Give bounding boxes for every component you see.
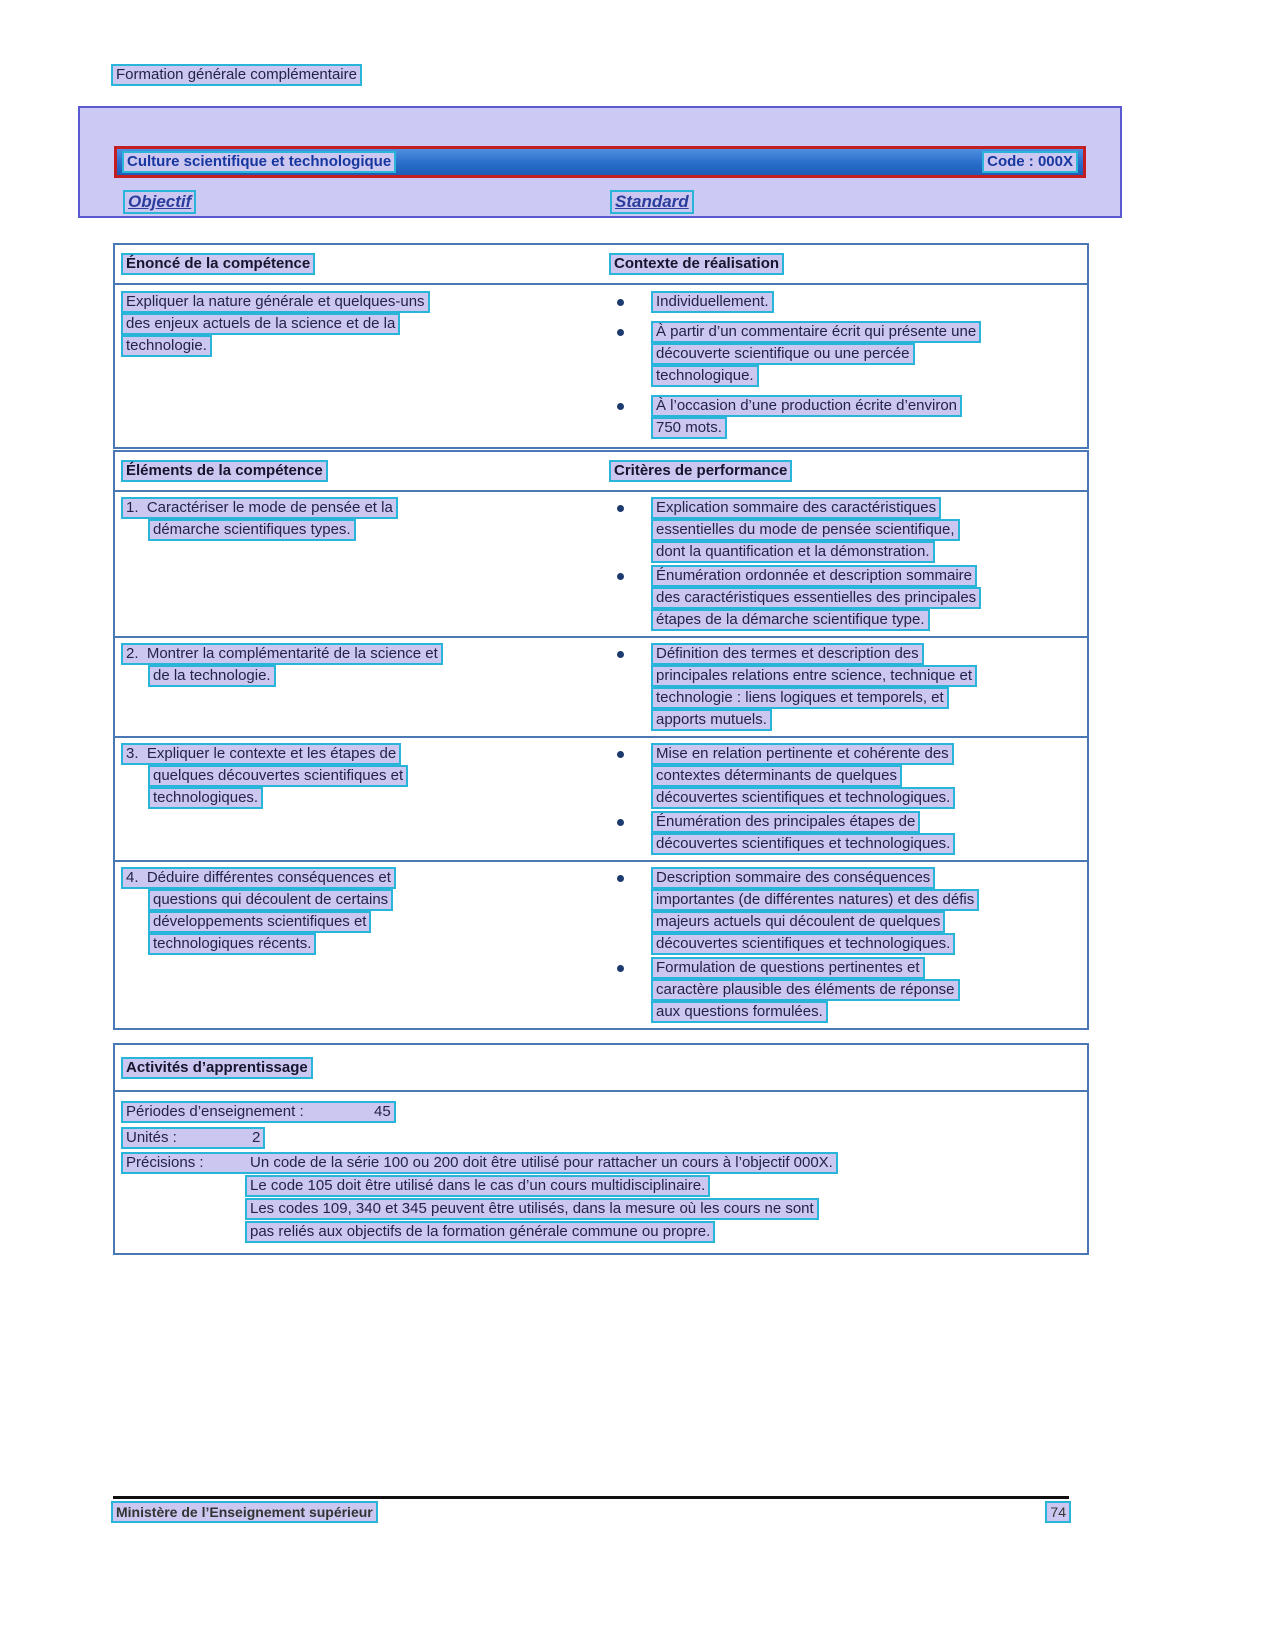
bullet-line bbox=[611, 957, 1087, 979]
criteria-line: Définition des termes et description des bbox=[653, 645, 922, 663]
criteria-line: apports mutuels. bbox=[653, 711, 770, 729]
bullet-icon bbox=[611, 651, 653, 658]
element-row bbox=[115, 860, 1087, 1028]
competence-table-body bbox=[115, 285, 1087, 447]
criteria-line: découvertes scientifiques et technologiques. bbox=[653, 935, 953, 953]
criteria-cell bbox=[611, 867, 1087, 1023]
bullet-line bbox=[611, 565, 1087, 587]
footer-page-number: 74 bbox=[1047, 1503, 1069, 1521]
activities-box bbox=[113, 1043, 1089, 1255]
units-label: Unités : bbox=[126, 1129, 177, 1146]
footer-ministry: Ministère de l’Enseignement supérieur bbox=[113, 1503, 376, 1521]
elements-table-header bbox=[115, 452, 1087, 492]
bullet-line bbox=[611, 395, 1087, 417]
criteria-line: essentielles du mode de pensée scientifique, bbox=[653, 521, 958, 539]
criteria-line: importantes (de différentes natures) et des défis bbox=[653, 891, 977, 909]
precisions-line: Le code 105 doit être utilisé dans le cas d’un cours multidisciplinaire. bbox=[247, 1177, 708, 1195]
statement-line: technologie. bbox=[123, 337, 210, 355]
bullet-line bbox=[611, 497, 1087, 519]
units-value: 2 bbox=[252, 1129, 261, 1146]
criteria-line: caractère plausible des éléments de réponse bbox=[653, 981, 958, 999]
bullet-icon bbox=[611, 751, 653, 758]
element-line: 2. Montrer la complémentarité de la science et bbox=[123, 645, 441, 663]
element-line: 1. Caractériser le mode de pensée et la bbox=[123, 499, 396, 517]
criteria-line: dont la quantification et la démonstration. bbox=[653, 543, 933, 561]
criteria-line: découvertes scientifiques et technologiques. bbox=[653, 835, 953, 853]
element-line: quelques découvertes scientifiques et bbox=[150, 767, 406, 785]
element-line: 4. Déduire différentes conséquences et bbox=[123, 869, 394, 887]
element-line: technologiques récents. bbox=[150, 935, 314, 953]
periods-label: Périodes d’enseignement : bbox=[126, 1103, 304, 1120]
precisions-row bbox=[123, 1151, 1079, 1174]
criteria-line: Explication sommaire des caractéristiques bbox=[653, 499, 939, 517]
context-line: À partir d’un commentaire écrit qui présente une bbox=[653, 323, 979, 341]
bullet-icon bbox=[611, 875, 653, 882]
bullet-icon bbox=[611, 299, 653, 306]
course-title: Culture scientifique et technologique bbox=[124, 153, 394, 171]
page-footer bbox=[113, 1496, 1069, 1521]
course-title-bar bbox=[114, 146, 1086, 178]
criteria-line: Formulation de questions pertinentes et bbox=[653, 959, 923, 977]
criteria-line: Description sommaire des conséquences bbox=[653, 869, 933, 887]
element-row bbox=[115, 636, 1087, 736]
bullet-line bbox=[611, 743, 1087, 765]
element-cell bbox=[115, 643, 611, 731]
enonce-header: Énoncé de la compétence bbox=[123, 255, 313, 273]
element-cell bbox=[115, 497, 611, 631]
criteria-line: principales relations entre science, technique et bbox=[653, 667, 975, 685]
element-cell bbox=[115, 743, 611, 855]
criteria-cell bbox=[611, 743, 1087, 855]
bullet-icon bbox=[611, 819, 653, 826]
competence-statement-cell bbox=[115, 291, 611, 439]
context-line: Individuellement. bbox=[653, 293, 772, 311]
bullet-icon bbox=[611, 329, 653, 336]
activities-header: Activités d’apprentissage bbox=[123, 1059, 311, 1077]
precisions-line: Les codes 109, 340 et 345 peuvent être utilisés, dans la mesure où les cours ne sont bbox=[247, 1200, 817, 1218]
section-label: Formation générale complémentaire bbox=[113, 66, 360, 84]
element-line: développements scientifiques et bbox=[150, 913, 369, 931]
criteres-header: Critères de performance bbox=[611, 462, 790, 480]
bullet-icon bbox=[611, 573, 653, 580]
bullet-line bbox=[611, 321, 1087, 343]
criteria-line: Mise en relation pertinente et cohérente des bbox=[653, 745, 952, 763]
element-line: de la technologie. bbox=[150, 667, 274, 685]
element-line: démarche scientifiques types. bbox=[150, 521, 354, 539]
course-header-box bbox=[78, 106, 1122, 218]
element-line: questions qui découlent de certains bbox=[150, 891, 391, 909]
elements-header: Éléments de la compétence bbox=[123, 462, 326, 480]
bullet-icon bbox=[611, 403, 653, 410]
bullet-icon bbox=[611, 965, 653, 972]
criteria-line: majeurs actuels qui découlent de quelques bbox=[653, 913, 943, 931]
criteria-line: technologie : liens logiques et temporels, et bbox=[653, 689, 947, 707]
context-line: découverte scientifique ou une percée bbox=[653, 345, 913, 363]
units-row bbox=[123, 1125, 1079, 1151]
periods-value: 45 bbox=[374, 1103, 391, 1120]
activities-header-row bbox=[115, 1045, 1087, 1092]
bullet-icon bbox=[611, 505, 653, 512]
course-code: Code : 000X bbox=[984, 153, 1076, 171]
criteria-cell bbox=[611, 497, 1087, 631]
context-line: À l’occasion d’une production écrite d’environ bbox=[653, 397, 960, 415]
bullet-line bbox=[611, 291, 1087, 313]
context-line: 750 mots. bbox=[653, 419, 725, 437]
section-label-row bbox=[113, 64, 360, 86]
bullet-line bbox=[611, 811, 1087, 833]
precisions-line: Un code de la série 100 ou 200 doit être utilisé pour rattacher un cours à l’objectif 000X. bbox=[250, 1153, 833, 1171]
element-cell bbox=[115, 867, 611, 1023]
precisions-line: pas reliés aux objectifs de la formation générale commune ou propre. bbox=[247, 1223, 713, 1241]
activities-body bbox=[115, 1092, 1087, 1253]
statement-line: Expliquer la nature générale et quelques-uns bbox=[123, 293, 428, 311]
statement-line: des enjeux actuels de la science et de la bbox=[123, 315, 398, 333]
precisions-label: Précisions : bbox=[126, 1153, 204, 1171]
element-line: 3. Expliquer le contexte et les étapes de bbox=[123, 745, 399, 763]
criteria-line: étapes de la démarche scientifique type. bbox=[653, 611, 928, 629]
standard-heading: Standard bbox=[612, 192, 692, 212]
periods-row bbox=[123, 1099, 1079, 1125]
criteria-line: contextes déterminants de quelques bbox=[653, 767, 900, 785]
criteria-line: des caractéristiques essentielles des principales bbox=[653, 589, 979, 607]
bullet-line bbox=[611, 867, 1087, 889]
criteria-line: Énumération des principales étapes de bbox=[653, 813, 918, 831]
element-row bbox=[115, 492, 1087, 636]
bullet-line bbox=[611, 643, 1087, 665]
element-line: technologiques. bbox=[150, 789, 261, 807]
context-cell bbox=[611, 291, 1087, 439]
criteria-line: découvertes scientifiques et technologiques. bbox=[653, 789, 953, 807]
competence-table bbox=[113, 243, 1089, 449]
criteria-line: aux questions formulées. bbox=[653, 1003, 826, 1021]
element-row bbox=[115, 736, 1087, 860]
objectif-heading: Objectif bbox=[125, 192, 194, 212]
criteria-cell bbox=[611, 643, 1087, 731]
contexte-header: Contexte de réalisation bbox=[611, 255, 782, 273]
elements-table bbox=[113, 450, 1089, 1030]
context-line: technologique. bbox=[653, 367, 757, 385]
criteria-line: Énumération ordonnée et description sommaire bbox=[653, 567, 975, 585]
competence-table-header bbox=[115, 245, 1087, 285]
